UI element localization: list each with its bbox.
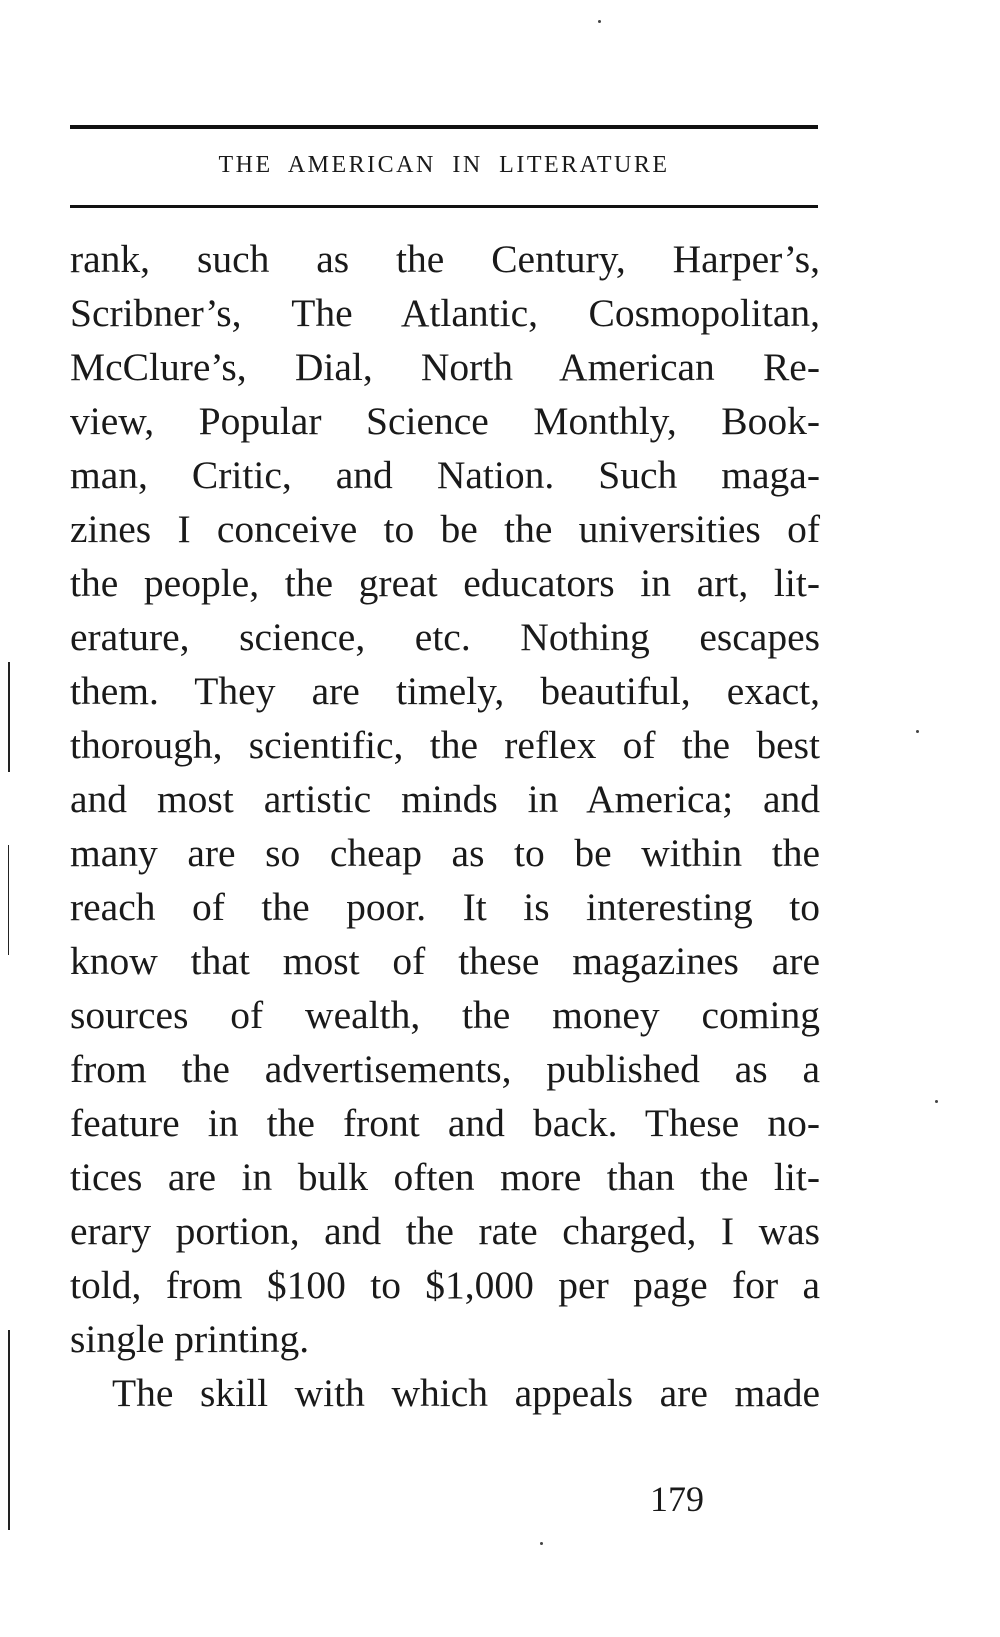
text-line: rank, such as the Century, Harper’s, (70, 237, 820, 281)
scan-margin-mark (8, 662, 10, 772)
scan-speck (935, 1100, 938, 1103)
text-line: thorough, scientific, the reflex of the best (70, 723, 820, 767)
text-line: the people, the great educators in art, lit- (70, 561, 820, 605)
paragraph-start-line: The skill with which appeals are made (112, 1371, 820, 1415)
scan-speck (916, 730, 919, 733)
scan-margin-mark (8, 845, 9, 955)
body-text (70, 232, 820, 1420)
scan-speck (540, 1542, 543, 1545)
text-line: know that most of these magazines are (70, 939, 820, 983)
header-rule-bottom (70, 205, 818, 208)
text-line: reach of the poor. It is interesting to (70, 885, 820, 929)
running-head: THE AMERICAN IN LITERATURE (218, 152, 670, 178)
text-line: sources of wealth, the money coming (70, 993, 820, 1037)
scan-margin-mark (8, 1330, 10, 1530)
text-line: man, Critic, and Nation. Such maga- (70, 453, 820, 497)
text-line: erary portion, and the rate charged, I was (70, 1209, 820, 1253)
scan-speck (598, 20, 601, 23)
text-line: them. They are timely, beautiful, exact, (70, 669, 820, 713)
text-line: erature, science, etc. Nothing escapes (70, 615, 820, 659)
paragraph-end-line: single printing. (70, 1317, 310, 1361)
text-line: Scribner’s, The Atlantic, Cosmopolitan, (70, 291, 820, 335)
text-line: view, Popular Science Monthly, Book- (70, 399, 820, 443)
text-line: told, from $100 to $1,000 per page for a (70, 1263, 820, 1307)
text-line: McClure’s, Dial, North American Re- (70, 345, 820, 389)
page-number: 179 (650, 1479, 704, 1519)
header-rule-top (70, 125, 818, 129)
text-line: and most artistic minds in America; and (70, 777, 820, 821)
text-line: feature in the front and back. These no- (70, 1101, 820, 1145)
text-line: from the advertisements, published as a (70, 1047, 820, 1091)
text-line: many are so cheap as to be within the (70, 831, 820, 875)
text-line: tices are in bulk often more than the lit- (70, 1155, 820, 1199)
text-line: zines I conceive to be the universities of (70, 507, 820, 551)
